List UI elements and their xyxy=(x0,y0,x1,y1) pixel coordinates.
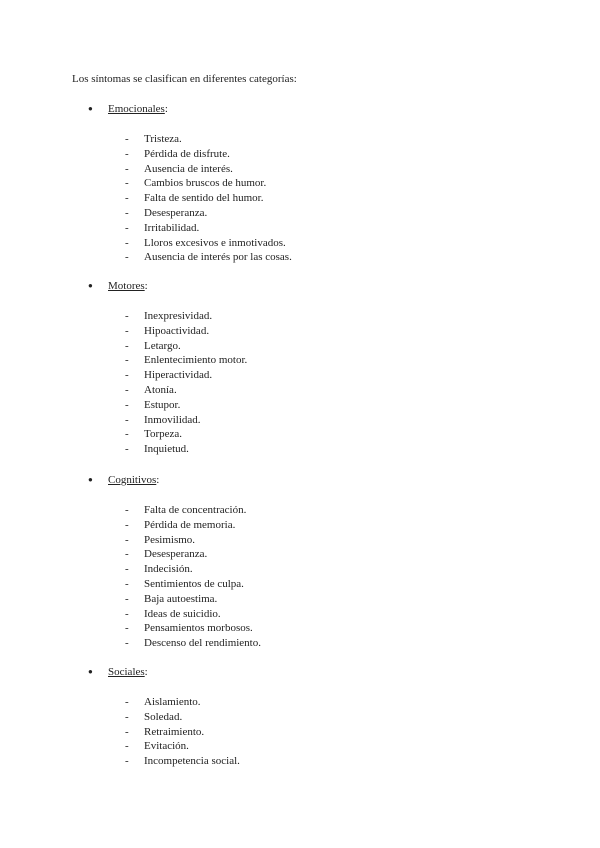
list-item-text: Cambios bruscos de humor. xyxy=(144,177,267,190)
dash-icon: - xyxy=(125,192,129,205)
section-heading xyxy=(108,665,148,679)
list-item-text: Inmovilidad. xyxy=(144,413,201,426)
list-item-text: Pesimismo. xyxy=(144,533,196,546)
dash-icon: - xyxy=(125,162,129,175)
dash-icon: - xyxy=(125,236,129,249)
section-cognitivos xyxy=(0,473,600,650)
dash-icon: - xyxy=(125,443,129,456)
dash-icon: - xyxy=(125,577,129,590)
section-heading-row xyxy=(0,102,600,116)
dash-icon: - xyxy=(125,383,129,396)
list-item-text: Incompetencia social. xyxy=(144,755,240,768)
section-heading xyxy=(108,473,159,487)
section-heading-title: Motores xyxy=(108,280,145,292)
section-heading-suffix: : xyxy=(156,474,160,486)
dash-icon: - xyxy=(125,518,129,531)
bullet-icon: ● xyxy=(88,475,93,484)
list-item-text: Soledad. xyxy=(144,710,183,723)
list-item-text: Pérdida de disfrute. xyxy=(144,147,230,160)
list-item-text: Indecisión. xyxy=(144,563,193,576)
section-heading-suffix: : xyxy=(164,103,168,115)
dash-icon: - xyxy=(125,637,129,650)
dash-icon: - xyxy=(125,369,129,382)
list-item-text: Lloros excesivos e inmotivados. xyxy=(144,236,286,249)
dash-icon: - xyxy=(125,504,129,516)
list-item-text: Falta de sentido del humor. xyxy=(144,192,264,205)
dash-icon: - xyxy=(125,755,129,768)
dash-icon: - xyxy=(125,310,129,322)
list-item-text: Baja autoestima. xyxy=(144,592,218,605)
list-item-text: Ausencia de interés por las cosas. xyxy=(144,251,292,264)
bullet-icon: ● xyxy=(88,667,93,676)
dash-icon: - xyxy=(125,413,129,426)
bullet-icon: ● xyxy=(88,281,93,290)
list-item-text: Desesperanza. xyxy=(144,206,208,219)
list-item-text: Hipoactividad. xyxy=(144,324,210,337)
section-heading-title: Emocionales xyxy=(108,103,165,115)
dash-icon: - xyxy=(125,622,129,635)
list-item-text: Inexpresividad. xyxy=(144,310,213,322)
dash-icon: - xyxy=(125,147,129,160)
list-item-text: Aislamiento. xyxy=(144,696,201,708)
dash-icon: - xyxy=(125,725,129,738)
list-item-text: Irritabilidad. xyxy=(144,221,200,234)
dash-icon: - xyxy=(125,324,129,337)
bullet-icon: ● xyxy=(88,104,93,113)
list-item-text: Descenso del rendimiento. xyxy=(144,637,261,650)
section-emocionales xyxy=(0,102,600,264)
dash-icon: - xyxy=(125,177,129,190)
intro-text: Los síntomas se clasifican en diferentes categorías: xyxy=(72,73,297,85)
dash-icon: - xyxy=(125,710,129,723)
dash-icon: - xyxy=(125,548,129,561)
dash-icon: - xyxy=(125,592,129,605)
dash-icon: - xyxy=(125,339,129,352)
section-heading-title: Sociales xyxy=(108,666,145,678)
list-item-text: Evitación. xyxy=(144,740,189,753)
dash-icon: - xyxy=(125,398,129,411)
dash-icon: - xyxy=(125,563,129,576)
dash-icon: - xyxy=(125,206,129,219)
list-item-text: Sentimientos de culpa. xyxy=(144,577,244,590)
section-sociales xyxy=(0,665,600,768)
list-item-text: Pérdida de memoria. xyxy=(144,518,236,531)
list-item-text: Desesperanza. xyxy=(144,548,208,561)
section-heading-row xyxy=(0,279,600,293)
list-item-text: Torpeza. xyxy=(144,428,183,441)
list-item-text: Estupor. xyxy=(144,398,181,411)
section-heading xyxy=(108,279,148,293)
dash-icon: - xyxy=(125,533,129,546)
list-item-text: Inquietud. xyxy=(144,443,189,456)
dash-icon: - xyxy=(125,428,129,441)
list-item-text: Ausencia de interés. xyxy=(144,162,233,175)
dash-icon: - xyxy=(125,133,129,145)
list-item-text: Ideas de suicidio. xyxy=(144,607,221,620)
dash-icon: - xyxy=(125,740,129,753)
section-motores xyxy=(0,279,600,456)
section-heading-suffix: : xyxy=(144,280,148,292)
dash-icon: - xyxy=(125,221,129,234)
list-item-text: Falta de concentración. xyxy=(144,504,247,516)
dash-icon: - xyxy=(125,607,129,620)
dash-icon: - xyxy=(125,696,129,708)
section-heading-suffix: : xyxy=(144,666,148,678)
dash-icon: - xyxy=(125,251,129,264)
list-item-text: Enlentecimiento motor. xyxy=(144,354,248,367)
dash-icon: - xyxy=(125,354,129,367)
list-item-text: Atonía. xyxy=(144,383,177,396)
list-item-text: Hiperactividad. xyxy=(144,369,213,382)
list-item-text: Pensamientos morbosos. xyxy=(144,622,253,635)
section-heading-title: Cognitivos xyxy=(108,474,157,486)
section-heading xyxy=(108,102,168,116)
list-item-text: Letargo. xyxy=(144,339,181,352)
list-item-text: Tristeza. xyxy=(144,133,182,145)
section-heading-row xyxy=(0,665,600,679)
list-item-text: Retraimiento. xyxy=(144,725,205,738)
section-heading-row xyxy=(0,473,600,487)
